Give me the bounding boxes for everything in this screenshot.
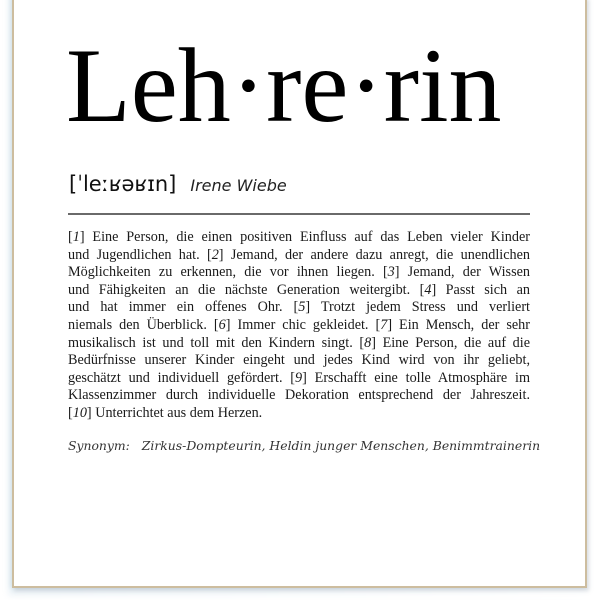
definition-number: 5 — [298, 299, 306, 316]
definition-line: Bedürfnisse unserer Kinder eingeht und jedes Kind wird von ihr geliebt, — [68, 352, 530, 369]
definition-line: und Jugendlichen hat. [2] Jemand, der andere dazu anregt, die unendlichen — [68, 246, 530, 263]
definition-line: [10] Unterrichtet aus dem Herzen. — [68, 404, 263, 421]
syllable-separator: · — [348, 27, 384, 144]
headword — [66, 26, 502, 146]
headword-syllable-1: Leh — [66, 27, 231, 144]
definition-number: 1 — [72, 229, 80, 245]
definition-number: 10 — [72, 404, 87, 421]
divider-line — [68, 213, 530, 215]
syllable-separator: · — [230, 27, 267, 144]
definition-number: 6 — [218, 316, 226, 333]
definition-line: niemals den Überblick. [6] Immer chic gekleidet. [7] Ein Mensch, der sehr — [68, 316, 530, 333]
author-name: Irene Wiebe — [190, 176, 287, 195]
definition-number: 8 — [364, 334, 372, 351]
definition-number: 4 — [424, 281, 432, 298]
definition-number: 9 — [295, 369, 303, 386]
pronunciation-row — [69, 172, 287, 196]
synonym-values: Zirkus-Dompteurin, Heldin junger Menschen, Benimmtrainerin — [141, 438, 541, 453]
definition-line: und hat immer ein offenes Ohr. [5] Trotzt jedem Stress und verliert — [68, 299, 530, 316]
definition-line: Klassenzimmer durch individuelle Dekoration entsprechend der Jahreszeit. — [68, 387, 530, 404]
definition-line: und Fähigkeiten an die nächste Generation weitergibt. [4] Passt sich an — [68, 281, 530, 298]
definition-number: 3 — [387, 264, 395, 281]
definition-number: 7 — [380, 316, 388, 333]
definition-line: musikalisch ist und toll mit den Kindern singt. [8] Eine Person, die auf die — [68, 334, 530, 351]
pronunciation: [ˈleːʁəʁɪn] — [69, 172, 177, 196]
definition-line: geschätzt und individuell gefördert. [9] Erschafft eine tolle Atmosphäre im — [68, 369, 530, 386]
definition-line: [1] Eine Person, die einen positiven Einfluss auf das Leben vieler Kinder — [68, 229, 530, 245]
headword-syllable-2: re — [266, 27, 349, 144]
headword-syllable-3: rin — [383, 27, 502, 144]
definition-number: 2 — [211, 246, 219, 263]
definition-line: Möglichkeiten zu erkennen, die vor ihnen liegen. [3] Jemand, der Wissen — [68, 264, 530, 281]
definition-block — [68, 229, 530, 423]
synonym-label: Synonym: — [68, 438, 130, 453]
synonym-row — [68, 438, 541, 453]
